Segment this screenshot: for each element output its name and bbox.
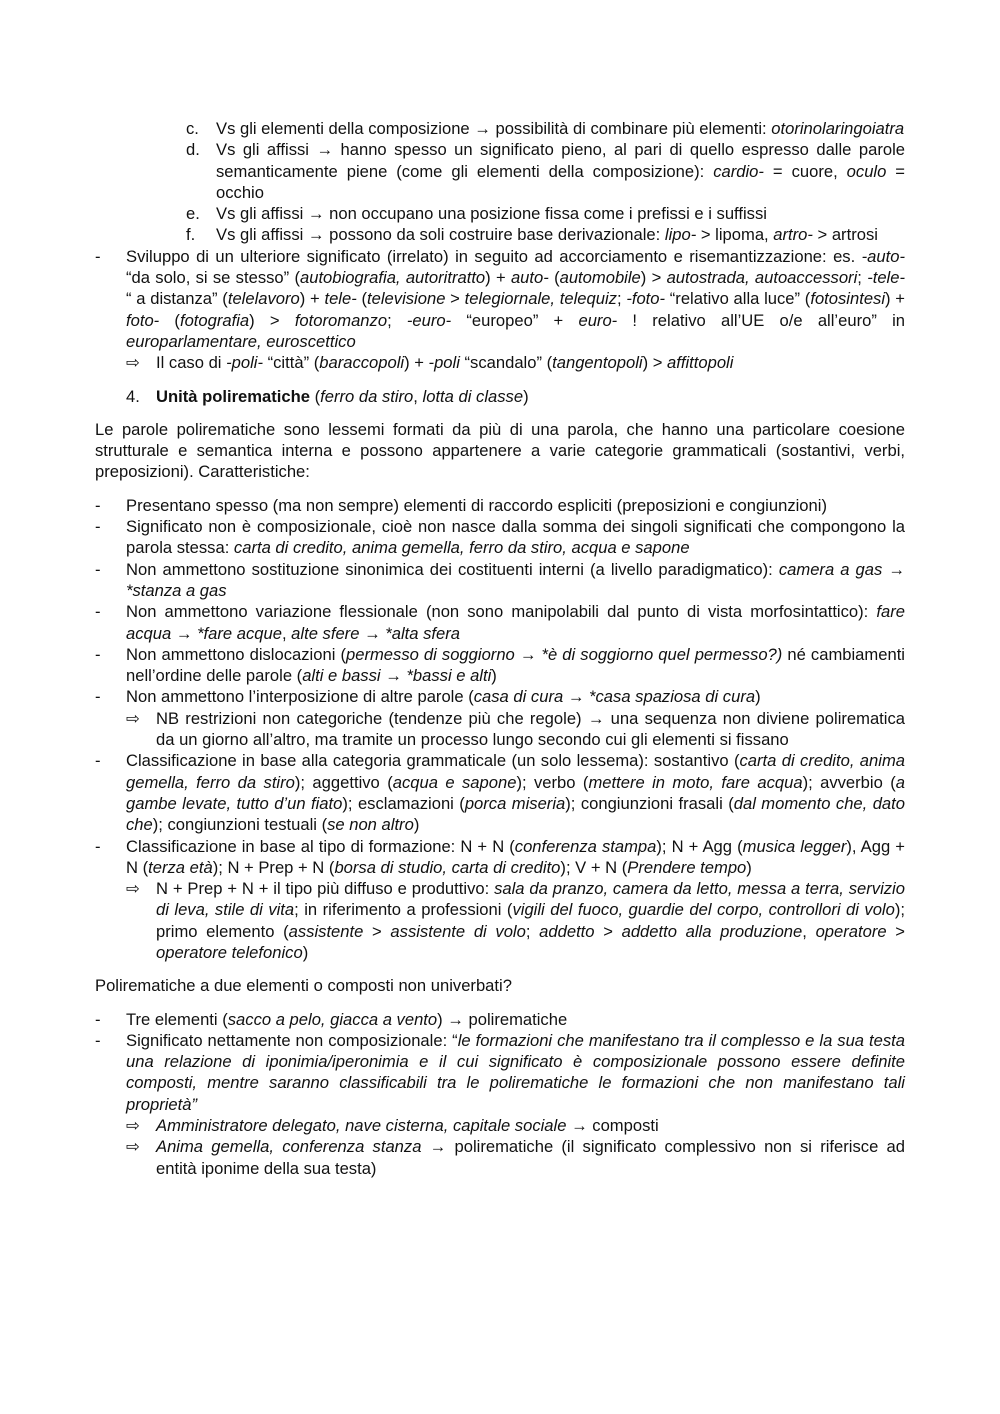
sviluppo-bullet [95,246,905,374]
sub-list-item [95,708,905,751]
list-marker: - [95,836,101,856]
list-item-text: Sviluppo di un ulteriore significato (irrelato) in seguito ad accorciamento e risemantizzazione: es. -auto- “da solo, si se stesso” (autobiografia, autoritratto) + auto- (automobile) > autostrada, autoaccessori; -tele- “ a distanza” (telelavoro) + tele- (televisione > telegiornale, telequiz; -foto- “relativo alla luce” (fotosintesi) + foto- (fotografia) > fotoromanzo; -euro- “europeo” + euro- ! relativo all’UE o/e all’euro” in europarlamentare, euroscettico [126,246,905,351]
section-heading [95,386,905,407]
list-item [95,203,905,224]
list-item [95,495,905,516]
answers-list [95,1009,905,1179]
list-marker: - [95,751,101,771]
list-item [95,686,905,707]
section-number: 4. [126,386,140,406]
sub-list-item [95,1115,905,1136]
intro-paragraph: Le parole polirematiche sono lessemi formati da più di una parola, che hanno una particolare coesione strutturale e semantica interna e possono appartenere a varie categorie grammaticali (sostantivi, verbi, preposizioni). Caratteristiche: [95,419,905,482]
arrow-bullet-icon: ⇨ [126,879,140,899]
page-content [95,118,905,1179]
list-marker: - [95,1009,101,1029]
features-list [95,495,905,964]
list-item [95,601,905,644]
sub-list-item [95,352,905,373]
list-item-text: Vs gli affissi → possono da soli costruire base derivazionale: lipo- > lipoma, artro- > artrosi [216,225,878,245]
list-item-text: Vs gli affissi → hanno spesso un significato pieno, al pari di quello espresso dalle parole semanticamente piene (come gli elementi della composizione): cardio- = cuore, oculo = occhio [216,140,906,202]
list-marker: d. [186,140,200,160]
list-item [95,750,905,835]
question-paragraph: Polirematiche a due elementi o composti non univerbati? [95,976,512,996]
list-item [95,224,905,245]
list-item-text: Il caso di -poli- “città” (baraccopoli) + -poli “scandalo” (tangentopoli) > affittopoli [156,353,734,373]
list-item [95,559,905,602]
list-marker: - [95,602,101,622]
list-item-text: Significato nettamente non composizionale: “le formazioni che manifestano tra il complesso e la sua testa una relazione di iponimia/iperonimia e il cui significato è composizionale possono essere definite composti, mentre saranno classificabili tra le polirematiche le formazioni che non manifestano tali proprietà” [126,1030,905,1114]
arrow-bullet-icon: ⇨ [126,1116,140,1136]
list-item [95,516,905,559]
list-item [95,1009,905,1030]
list-item-text: Presentano spesso (ma non sempre) elementi di raccordo espliciti (preposizioni e congiunzioni) [126,495,827,515]
list-item-text: Vs gli elementi della composizione → possibilità di combinare più elementi: otorinolaringoiatra [216,119,905,138]
sub-list-item [95,1136,905,1179]
list-marker: - [95,495,101,515]
list-item-text: Vs gli affissi → non occupano una posizione fissa come i prefissi e i suffissi [216,204,767,224]
list-marker: - [95,1030,101,1050]
list-item-text: Non ammettono variazione flessionale (non sono manipolabili dal punto di vista morfosintattico): fare acqua → *fare acque, alte sfere → *alta sfera [126,602,905,643]
list-item-text: Tre elementi (sacco a pelo, giacca a vento) → polirematiche [126,1009,568,1029]
lettered-list [95,118,905,246]
list-marker: - [95,644,101,664]
list-marker: - [95,246,101,266]
arrow-bullet-icon: ⇨ [126,708,140,728]
list-item-text: Non ammettono dislocazioni (permesso di soggiorno → *è di soggiorno quel permesso?) né cambiamenti nell’ordine delle parole (alti e bassi → *bassi e alti) [126,644,905,686]
list-item-text: Non ammettono l’interposizione di altre parole (casa di cura → *casa spaziosa di cura) [126,687,761,707]
list-marker: e. [186,204,200,224]
section-title: Unità polirematiche (ferro da stiro, lotta di classe) [156,386,529,406]
list-marker: - [95,559,101,579]
list-item-text: Significato non è composizionale, cioè non nasce dalla somma dei singoli significati che compongono la parola stessa: carta di credito, anima gemella, ferro da stiro, acqua e sapone [126,517,905,558]
list-marker: c. [186,119,199,138]
list-item [95,1030,905,1115]
list-marker: - [95,517,101,537]
list-item-text: Amministratore delegato, nave cisterna, capitale sociale → composti [156,1116,659,1136]
arrow-bullet-icon: ⇨ [126,1137,140,1157]
sub-list-item [95,878,905,963]
list-item-text: Classificazione in base al tipo di formazione: N + N (conferenza stampa); N + Agg (musica legger), Agg + N (terza età); N + Prep + N (borsa di studio, carta di credito); V + N (Prendere tempo) [126,836,905,877]
list-marker: f. [186,225,196,245]
list-item [95,246,905,352]
list-item [95,836,905,879]
list-item-text: Non ammettono sostituzione sinonimica dei costituenti interni (a livello paradigmatico): camera a gas → *stanza a gas [126,559,905,600]
list-item [95,118,905,139]
list-item-text: Classificazione in base alla categoria grammaticale (un solo lessema): sostantivo (carta di credito, anima gemella, ferro da stiro); aggettivo (acqua e sapone); verbo (mettere in moto, fare acqua); avverbio (a gambe levate, tutto d’un fiato); esclamazioni (porca miseria); congiunzioni frasali (dal momento che, dato che); congiunzioni testuali (se non altro) [126,751,906,835]
list-marker: - [95,687,101,707]
list-item-text: NB restrizioni non categoriche (tendenze più che regole) → una sequenza non diviene polirematica da un giorno all’altro, ma tramite un processo lungo secondo cui gli elementi si fissano [156,708,906,750]
arrow-bullet-icon: ⇨ [126,353,140,373]
list-item [95,644,905,687]
list-item-text: Anima gemella, conferenza stanza → polirematiche (il significato complessivo non si riferisce ad entità iponime della sua testa) [156,1137,905,1178]
list-item [95,139,905,203]
list-item-text: N + Prep + N + il tipo più diffuso e produttivo: sala da pranzo, camera da letto, messa a terra, servizio di leva, stile di vita; in riferimento a professioni (vigili del fuoco, guardie del corpo, controllori di volo); primo elemento (assistente > assistente di volo; addetto > addetto alla produzione, operatore > operatore telefonico) [156,879,905,962]
